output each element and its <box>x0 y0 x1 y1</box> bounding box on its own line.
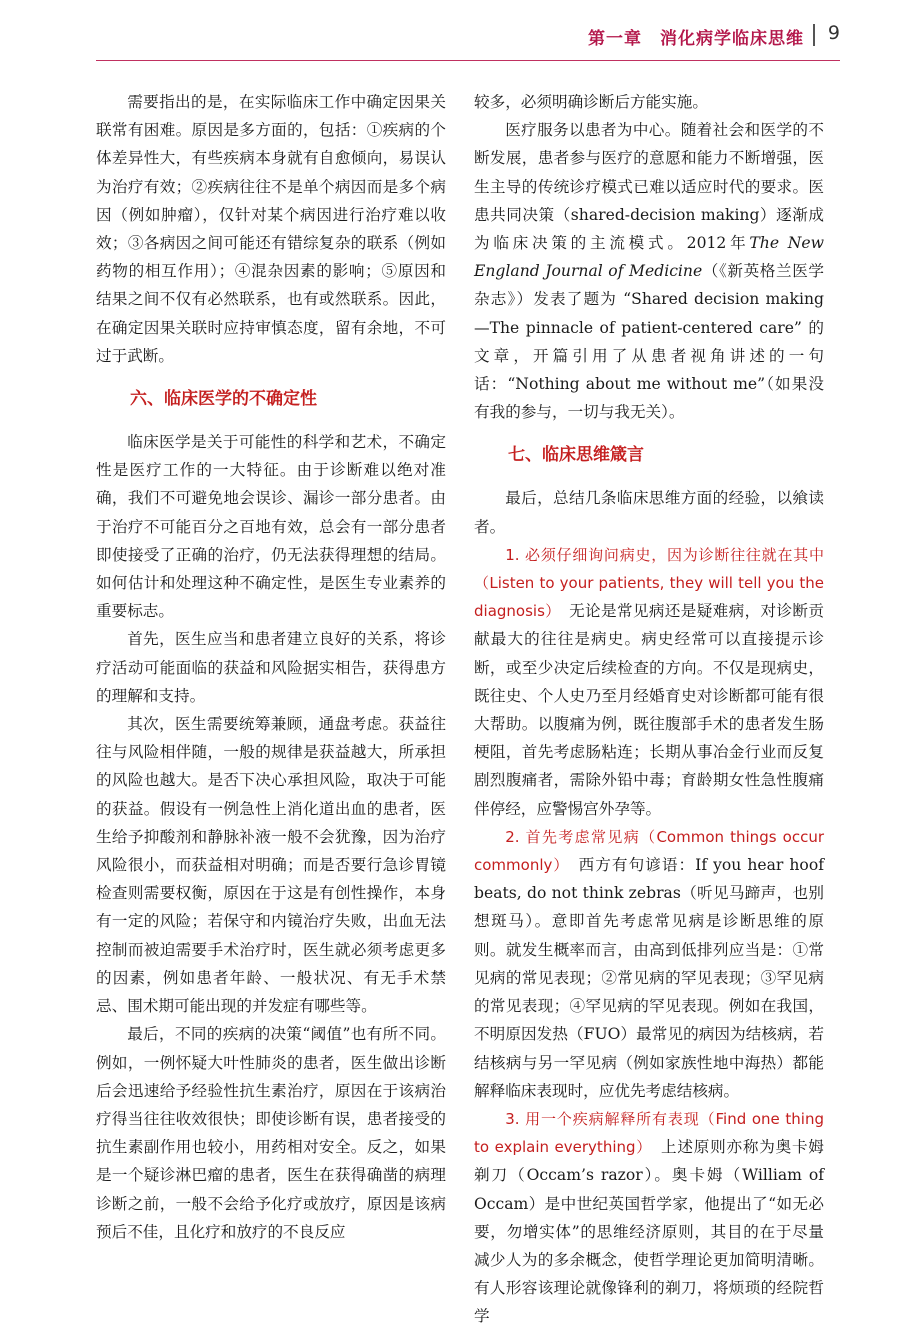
right-column <box>474 88 824 1331</box>
header-rule <box>96 60 840 61</box>
maxim-2-heading: 2. 首先考虑常见病（Common things occur commonly） <box>474 827 824 875</box>
maxim-item-1 <box>474 541 824 823</box>
paragraph-decision-threshold: 最后，不同的疾病的决策“阈值”也有所不同。例如，一例怀疑大叶性肺炎的患者，医生做出诊断后会迅速给予经验性抗生素治疗，原因在于该病治疗得当往往收效很快；即使诊断有误，患者接受的抗生素副作用也较小，用药相对安全。反之，如果是一个疑诊淋巴瘤的患者，医生在获得确凿的病理诊断之前，一般不会给予化疗或放疗，原因是该病预后不佳，且化疗和放疗的不良反应 <box>96 1025 446 1241</box>
left-column <box>96 88 446 1246</box>
paragraph-causality: 需要指出的是，在实际临床工作中确定因果关联常有困难。原因是多方面的，包括：①疾病的个体差异性大，有些疾病本身就有自愈倾向，易误认为治疗有效；②疾病往往不是单个病因而是多个病因（例如肿瘤），仅针对某个病因进行治疗难以收效；③各病因之间可能还有错综复杂的联系（例如药物的相互作用）；④混杂因素的影响；⑤原因和结果之间不仅有必然联系，也有或然联系。因此，在确定因果关联时应持审慎态度，留有余地，不可过于武断。 <box>96 93 446 365</box>
maxim-item-3 <box>474 1105 824 1331</box>
paragraph-benefit-risk: 其次，医生需要统筹兼顾，通盘考虑。获益往往与风险相伴随，一般的规律是获益越大，所承担的风险也越大。是否下决心承担风险，取决于可能的获益。假设有一例急性上消化道出血的患者，医生给予抑酸剂和静脉补液一般不会犹豫，因为治疗风险很小，而获益相对明确；而是否要行急诊胃镜检查则需要权衡，原因在于这是有创性操作，本身有一定的风险；若保守和内镜治疗失败，出血无法控制而被迫需要手术治疗时，医生就必须考虑更多的因素，例如患者年龄、一般状况、有无手术禁忌、围术期可能出现的并发症有哪些等。 <box>96 715 446 1016</box>
shared-decision-text-b: （《新英格兰医学杂志》）发表了题为 “Shared decision making—The pinnacle of patient-centered care” 的文章，开篇引用了从患者视角讲述的一句话：“Nothing about me without me”（如果没有我的参与，一切与我无关）。 <box>474 262 825 422</box>
paragraph-shared-decision <box>474 116 824 426</box>
paragraph-uncertainty-intro: 临床医学是关于可能性的科学和艺术，不确定性是医疗工作的一大特征。由于诊断难以绝对准确，我们不可避免地会误诊、漏诊一部分患者。由于治疗不可能百分之百地有效，总会有一部分患者即使接受了正确的治疗，仍无法获得理想的结局。如何估计和处理这种不确定性，是医生专业素养的重要标志。 <box>96 433 446 621</box>
shared-decision-text-a: 医疗服务以患者为中心。随着社会和医学的不断发展，患者参与医疗的意愿和能力不断增强，医生主导的传统诊疗模式已难以适应时代的要求。医患共同决策（shared-decision making）逐渐成为临床决策的主流模式。2012年 <box>474 121 824 253</box>
maxim-1-heading: 1. 必须仔细询问病史，因为诊断往往就在其中（Listen to your patients, they will tell you the diagnosis） <box>474 545 824 621</box>
maxim-2-text: 西方有句谚语：If you hear hoof beats, do not think zebras（听见马蹄声，也别想斑马）。意即首先考虑常见病是诊断思维的原则。就发生概率而言，由高到低排列应当是：①常见病的常见表现；②常见病的罕见表现；③罕见病的常见表现；④罕见病的罕见表现。例如在我国，不明原因发热（FUO）最常见的病因为结核病，若结核病与另一罕见病（例如家族性地中海热）都能解释临床表现时，应优先考虑结核病。 <box>474 856 824 1100</box>
journal-name: The New England Journal of Medicine <box>474 234 824 281</box>
page-number: 9 <box>827 22 840 44</box>
maxim-item-2 <box>474 823 824 1105</box>
maxim-1-text: 无论是常见病还是疑难病，对诊断贡献最大的往往是病史。病史经常可以直接提示诊断，或至少决定后续检查的方向。不仅是现病史，既往史、个人史乃至月经婚育史对诊断都可能有很大帮助。以腹痛为例，既往腹部手术的患者发生肠梗阻，首先考虑肠粘连；长期从事冶金行业而反复剧烈腹痛者，需除外铅中毒；育龄期女性急性腹痛伴停经，应警惕宫外孕等。 <box>474 602 824 818</box>
paragraph-doctor-patient-relation: 首先，医生应当和患者建立良好的关系，将诊疗活动可能面临的获益和风险据实相告，获得患方的理解和支持。 <box>96 630 446 705</box>
header-divider <box>813 24 815 46</box>
chapter-title: 第一章 消化病学临床思维 <box>588 29 804 49</box>
page-header <box>0 0 900 60</box>
section-heading-uncertainty: 六、临床医学的不确定性 <box>130 389 317 410</box>
maxim-3-text: 上述原则亦称为奥卡姆剃刀（Occam’s razor）。奥卡姆（William of Occam）是中世纪英国哲学家，他提出了“如无必要，勿增实体”的思维经济原则，其目的在于尽量减少人为的多余概念，使哲学理论更加简明清晰。有人形容该理论就像锋利的剃刀，将烦琐的经院哲学 <box>474 1138 824 1326</box>
paragraph-maxims-intro: 最后，总结几条临床思维方面的经验，以飨读者。 <box>474 489 824 536</box>
paragraph-continuation: 较多，必须明确诊断后方能实施。 <box>474 93 708 111</box>
section-heading-maxims: 七、临床思维箴言 <box>508 445 644 466</box>
maxim-3-heading: 3. 用一个疾病解释所有表现（Find one thing to explain everything） <box>474 1109 824 1157</box>
